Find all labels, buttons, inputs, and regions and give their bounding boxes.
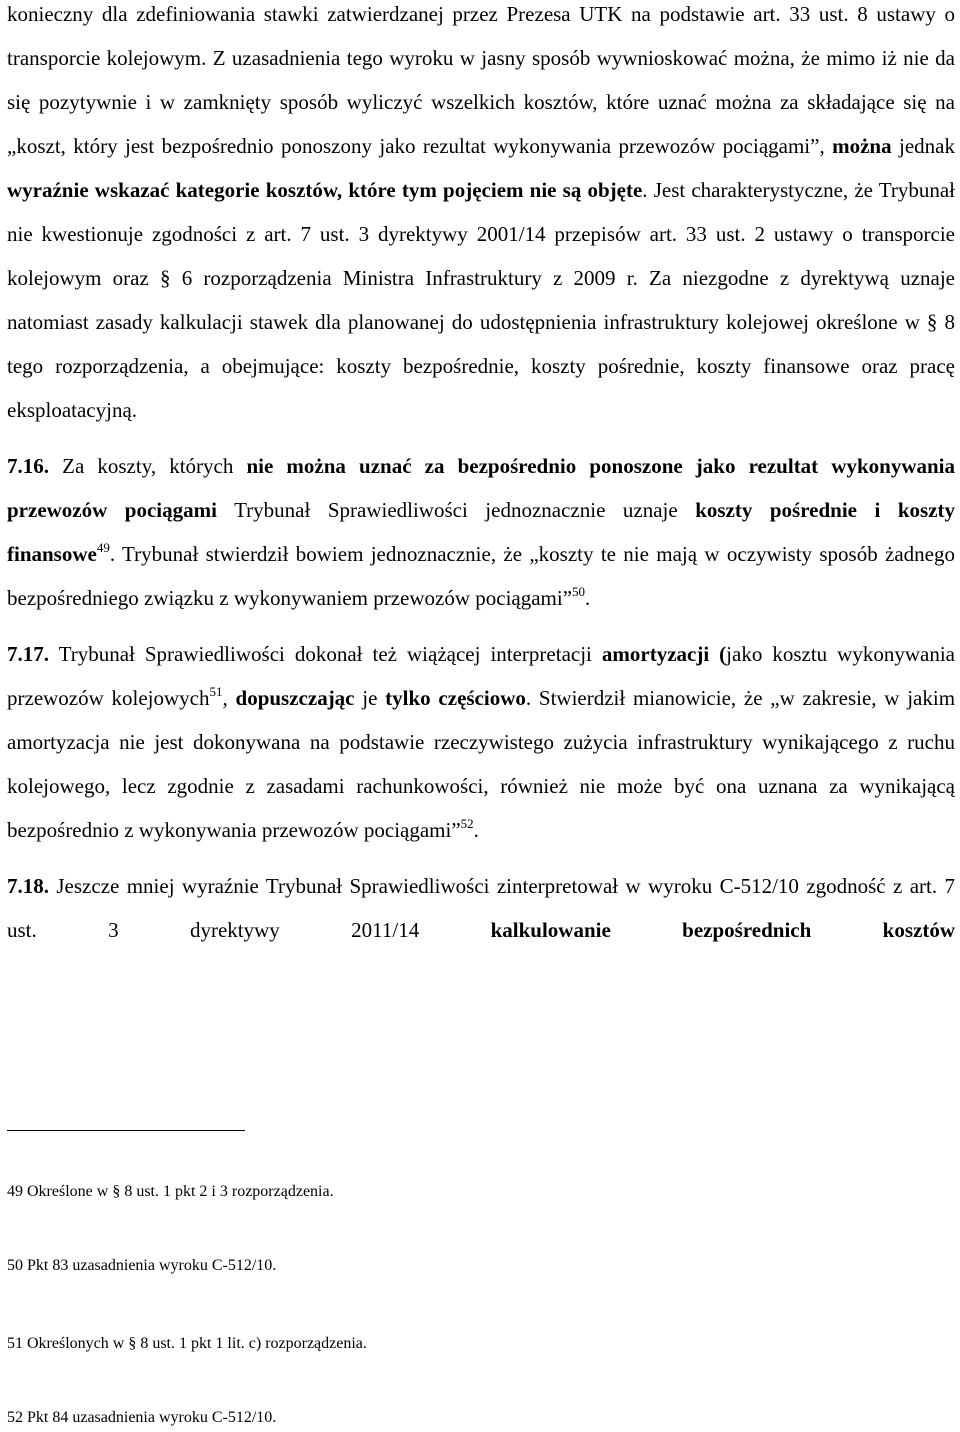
paragraph-number: 7.17.: [7, 642, 49, 666]
bold-text: można: [832, 134, 892, 158]
bold-text: wyraźnie wskazać kategorie kosztów, które tym pojęciem nie są objęte: [7, 178, 643, 202]
footnote-50: 50 Pkt 83 uzasadnienia wyroku C-512/10.: [7, 1257, 277, 1274]
footnote-reference[interactable]: 52: [460, 816, 474, 831]
paragraph-number: 7.16.: [7, 454, 49, 478]
paragraph-text: jako kosztu wykonywania przewozów kolejowych: [7, 642, 955, 710]
paragraph-text: ,: [222, 686, 236, 710]
paragraph-text: jednak: [891, 134, 955, 158]
paragraph-text: Za koszty, których: [49, 454, 247, 478]
paragraph-7-16: [7, 444, 955, 620]
paragraph-7-17: [7, 632, 955, 852]
paragraph-text: konieczny dla zdefiniowania stawki zatwierdzanej przez Prezesa UTK na podstawie art. 33 ust. 8 ustawy o transporcie kolejowym. Z uzasadnienia tego wyroku w jasny sposób wywnioskować można, że mimo iż nie da się pozytywnie i w zamknięty sposób wyliczyć wszelkich kosztów, które uznać można za składające się na „koszt, który jest bezpośrednio ponoszony jako rezultat wykonywania przewozów pociągami”,: [7, 2, 955, 158]
footnote-reference[interactable]: 50: [572, 584, 586, 599]
footnote-separator: [7, 1130, 245, 1131]
paragraph-text: .: [585, 586, 591, 610]
paragraph-7-18: [7, 864, 955, 952]
paragraph-text: .: [473, 818, 479, 842]
footnote-51: 51 Określonych w § 8 ust. 1 pkt 1 lit. c) rozporządzenia.: [7, 1335, 367, 1352]
paragraph-continuation: [7, 0, 955, 432]
paragraph-number: 7.18.: [7, 874, 49, 898]
paragraph-text: Trybunał Sprawiedliwości dokonał też wiążącej interpretacji: [49, 642, 602, 666]
bold-text: kalkulowanie bezpośrednich kosztów: [490, 918, 955, 942]
footnote-52: 52 Pkt 84 uzasadnienia wyroku C-512/10.: [7, 1409, 277, 1426]
paragraph-text: . Stwierdził mianowicie, że „w zakresie, w jakim amortyzacja nie jest dokonywana na podstawie rzeczywistego zużycia infrastruktury wynikającego z ruchu kolejowego, lecz zgodnie z zasadami rachunkowości, również nie może być ona uznana za wynikającą bezpośrednio z wykonywania przewozów pociągami”: [7, 686, 956, 842]
footnote-reference[interactable]: 51: [209, 684, 223, 699]
bold-text: tylko częściowo: [385, 686, 526, 710]
bold-text: koszty pośrednie i koszty finansowe: [7, 498, 955, 566]
paragraph-text: . Jest charakterystyczne, że Trybunał nie kwestionuje zgodności z art. 7 ust. 3 dyrektywy 2001/14 przepisów art. 33 ust. 2 ustawy o transporcie kolejowym oraz § 6 rozporządzenia Ministra Infrastruktury z 2009 r. Za niezgodne z dyrektywą uznaje natomiast zasady kalkulacji stawek dla planowanej do udostępnienia infrastruktury kolejowej określone w § 8 tego rozporządzenia, a obejmujące: koszty bezpośrednie, koszty pośrednie, koszty finansowe oraz pracę eksploatacyjną.: [7, 178, 955, 422]
paragraph-text: . Trybunał stwierdził bowiem jednoznacznie, że „koszty te nie mają w oczywisty sposób żadnego bezpośredniego związku z wykonywaniem przewozów pociągami”: [7, 542, 955, 610]
bold-text: nie można uznać za bezpośrednio ponoszone jako rezultat wykonywania przewozów pociągami: [7, 454, 955, 522]
bold-text: amortyzacji (: [601, 642, 727, 666]
document-page: [7, 0, 955, 952]
bold-text: dopuszczając: [235, 686, 355, 710]
paragraph-text: je: [354, 686, 386, 710]
paragraph-text: Jeszcze mniej wyraźnie Trybunał Sprawiedliwości zinterpretował w wyroku C-512/10 zgodność z art. 7 ust. 3 dyrektywy 2011/14: [7, 874, 955, 942]
footnote-49: 49 Określone w § 8 ust. 1 pkt 2 i 3 rozporządzenia.: [7, 1183, 334, 1200]
footnote-reference[interactable]: 49: [96, 540, 110, 555]
paragraph-text: Trybunał Sprawiedliwości jednoznacznie uznaje: [216, 498, 696, 522]
